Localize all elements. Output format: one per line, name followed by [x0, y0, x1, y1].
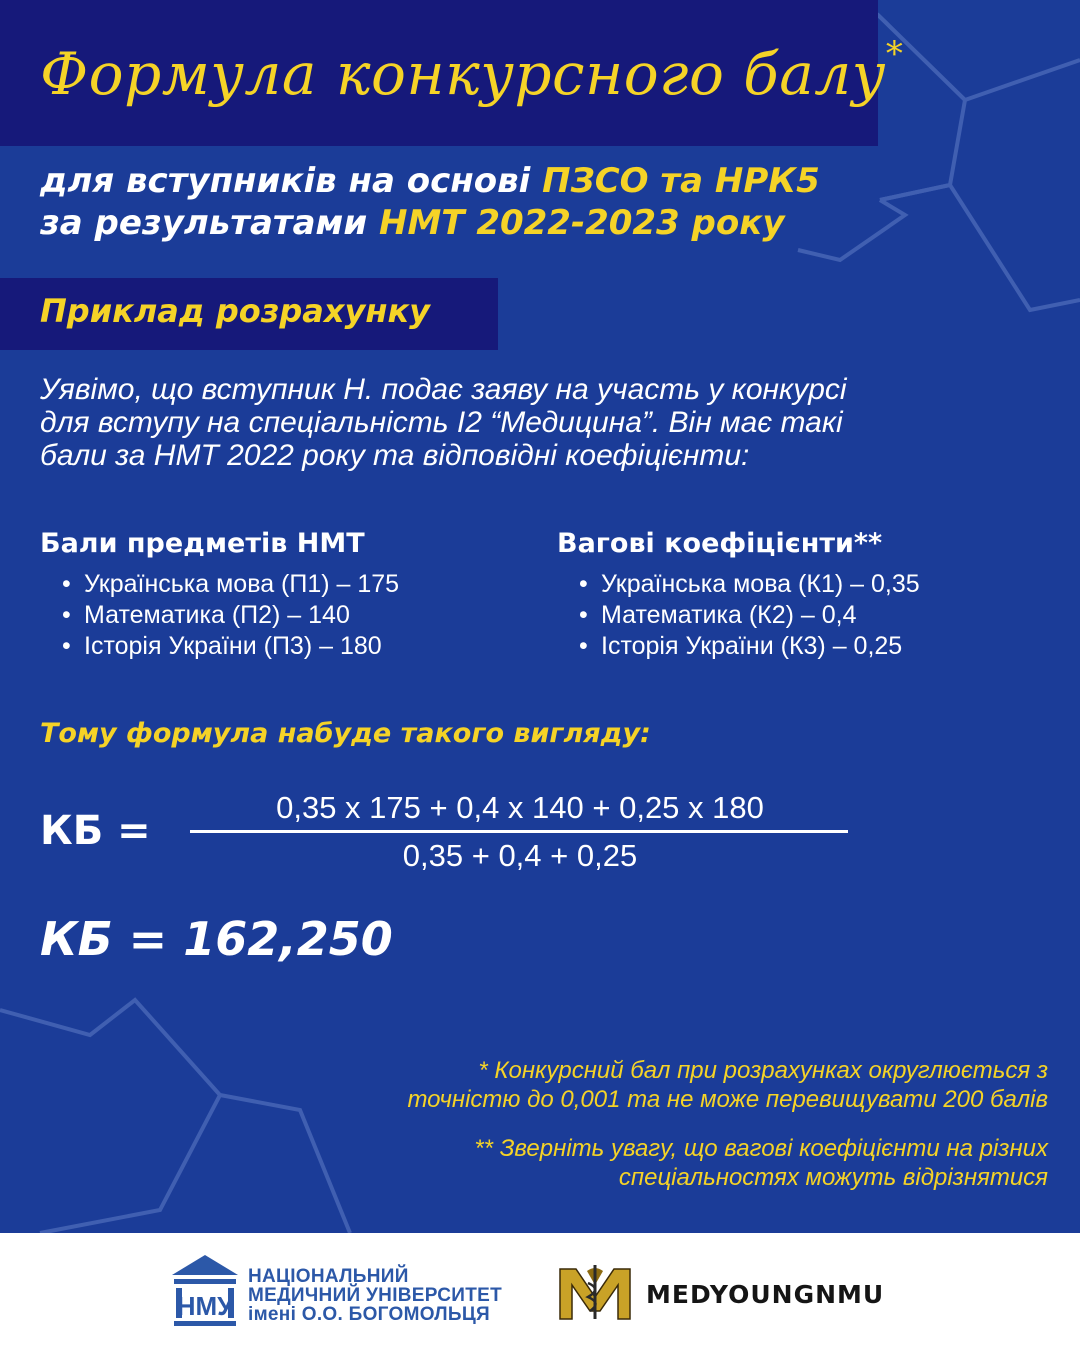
formula-label: КБ =: [40, 808, 151, 854]
footnote-1-line-2: точністю до 0,001 та не може перевищувати 200 балів: [407, 1086, 1048, 1113]
formula-numerator: 0,35 x 175 + 0,4 x 140 + 0,25 x 180: [276, 790, 764, 825]
brand-name: MEDYOUNGNMU: [646, 1280, 885, 1309]
subtitle-line-1: [40, 160, 1040, 202]
svg-text:НМУ: НМУ: [176, 1291, 234, 1321]
university-name: [248, 1267, 502, 1324]
footnote-1: [228, 1056, 1048, 1114]
medyoung-monogram-icon: [556, 1263, 634, 1321]
list-item: • Математика (П2) – 140: [84, 600, 520, 631]
weights-list: [557, 569, 1037, 662]
example-heading: Приклад розрахунку: [40, 292, 431, 330]
footnotes: [228, 1056, 1048, 1212]
intro-paragraph: [40, 373, 1040, 472]
intro-line-3: бали за НМТ 2022 року та відповідні коефіцієнти:: [40, 439, 750, 472]
subtitle-line-1-text: для вступників на основі: [40, 161, 543, 201]
university-name-line-1: НАЦІОНАЛЬНИЙ: [248, 1266, 409, 1287]
scores-heading: Бали предметів НМТ: [40, 528, 365, 559]
list-item: • Історія України (П3) – 180: [84, 631, 520, 662]
subtitle: [40, 160, 1040, 244]
footnote-2-line-2: спеціальностях можуть відрізнятися: [618, 1164, 1048, 1191]
university-name-line-3: імені О.О. БОГОМОЛЬЦЯ: [248, 1304, 491, 1325]
list-item: • Історія України (К3) – 0,25: [601, 631, 1037, 662]
list-item: • Математика (К2) – 0,4: [601, 600, 1037, 631]
subtitle-line-2: [40, 202, 1040, 244]
title-text: Формула конкурсного балу: [40, 40, 886, 108]
list-item: • Українська мова (К1) – 0,35: [601, 569, 1037, 600]
formula-intro: Тому формула набуде такого вигляду:: [40, 718, 651, 749]
fraction-line: [190, 830, 848, 833]
university-name-line-2: МЕДИЧНИЙ УНІВЕРСИТЕТ: [248, 1285, 503, 1306]
page-title: [40, 34, 904, 108]
title-footnote-mark: *: [885, 34, 904, 74]
formula-denominator: 0,35 + 0,4 + 0,25: [402, 838, 638, 873]
subtitle-line-2-highlight: НМТ 2022-2023 року: [379, 203, 785, 243]
intro-line-1: Уявімо, що вступник Н. подає заяву на участь у конкурсі: [40, 373, 847, 406]
footnote-1-line-1: * Конкурсний бал при розрахунках округлюється з: [478, 1057, 1048, 1084]
scores-column: [40, 528, 520, 662]
scores-list: [40, 569, 520, 662]
weights-column: [557, 528, 1037, 662]
formula-result: КБ = 162,250: [40, 912, 393, 966]
subtitle-line-1-highlight: ПЗСО та НРК5: [542, 161, 820, 201]
footnote-2: [228, 1134, 1048, 1192]
intro-line-2: для вступу на спеціальність І2 “Медицина”. Він має такі: [40, 406, 843, 439]
subtitle-line-2-text: за результатами: [40, 203, 380, 243]
list-item: • Українська мова (П1) – 175: [84, 569, 520, 600]
nmu-building-logo-icon: [170, 1253, 240, 1333]
footnote-2-line-1: ** Зверніть увагу, що вагові коефіцієнти на різних: [474, 1135, 1048, 1162]
weights-heading: Вагові коефіцієнти**: [557, 528, 883, 559]
footer-logos: [0, 1233, 1080, 1350]
